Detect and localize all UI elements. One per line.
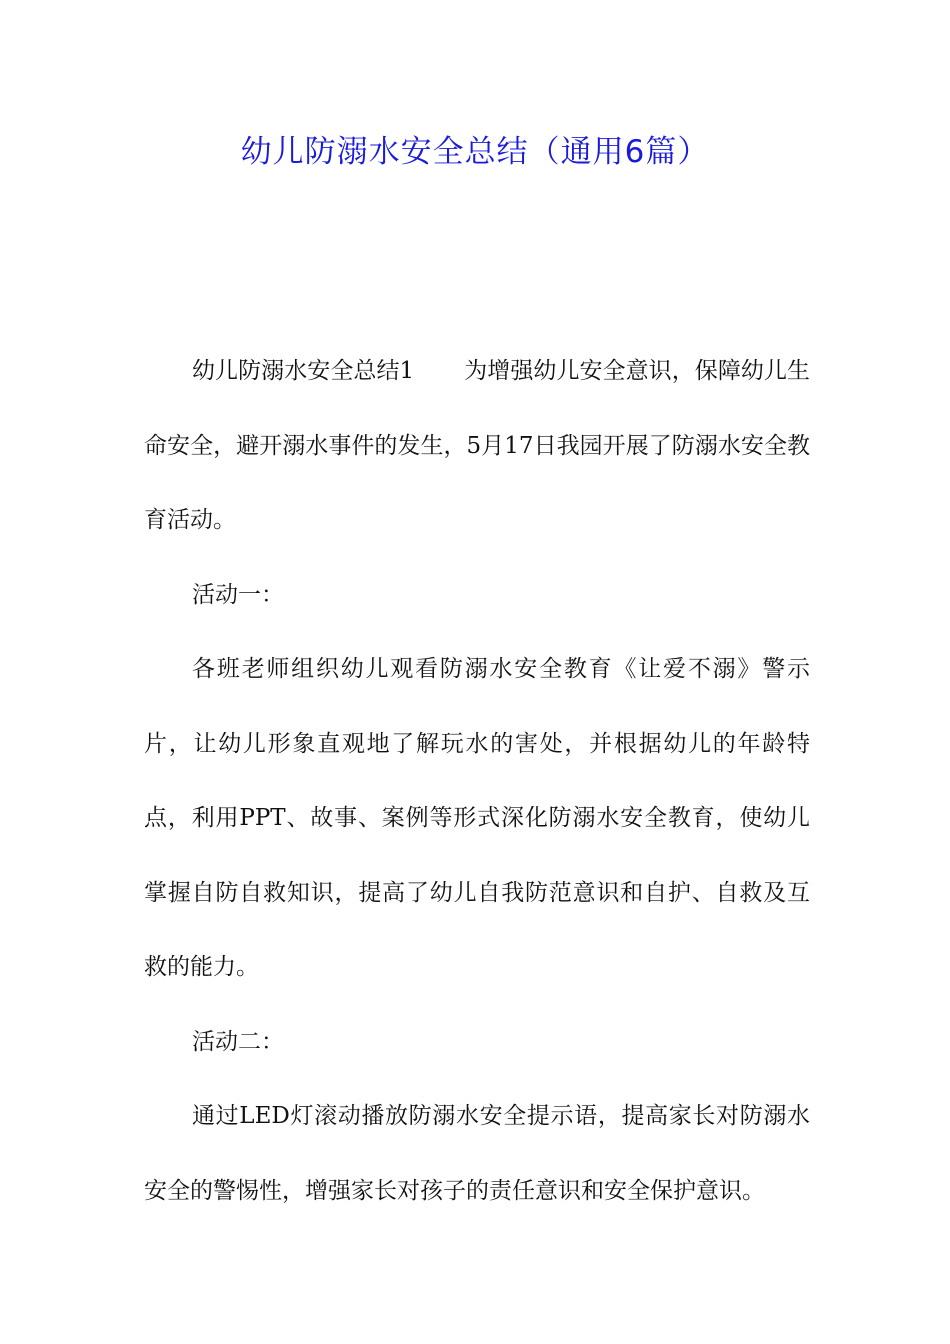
- activity2-heading: 活动二：: [192, 1028, 284, 1055]
- intro-paragraph: [144, 334, 810, 558]
- activity2-paragraph: 通过LED灯滚动播放防溺水安全提示语，提高家长对防溺水安全的警惕性，增强家长对孩子的责任意识和安全保护意识。: [144, 1103, 810, 1204]
- activity1-heading: 活动一：: [192, 581, 284, 608]
- intro-text: 为增强幼儿安全意识，保障幼儿生命安全，避开溺水事件的发生，5月17日我园开展了防溺水安全教育活动。: [144, 358, 811, 533]
- intro-heading: 幼儿防溺水安全总结1: [192, 358, 415, 384]
- activity1-paragraph: 各班老师组织幼儿观看防溺水安全教育《让爱不溺》警示片，让幼儿形象直观地了解玩水的害处，并根据幼儿的年龄特点，利用PPT、故事、案例等形式深化防溺水安全教育，使幼儿掌握自防自救知识，提高了幼儿自我防范意识和自护、自救及互救的能力。: [144, 656, 810, 980]
- document-body: [144, 334, 810, 1228]
- document-title: 幼儿防溺水安全总结（通用6篇）: [240, 134, 710, 170]
